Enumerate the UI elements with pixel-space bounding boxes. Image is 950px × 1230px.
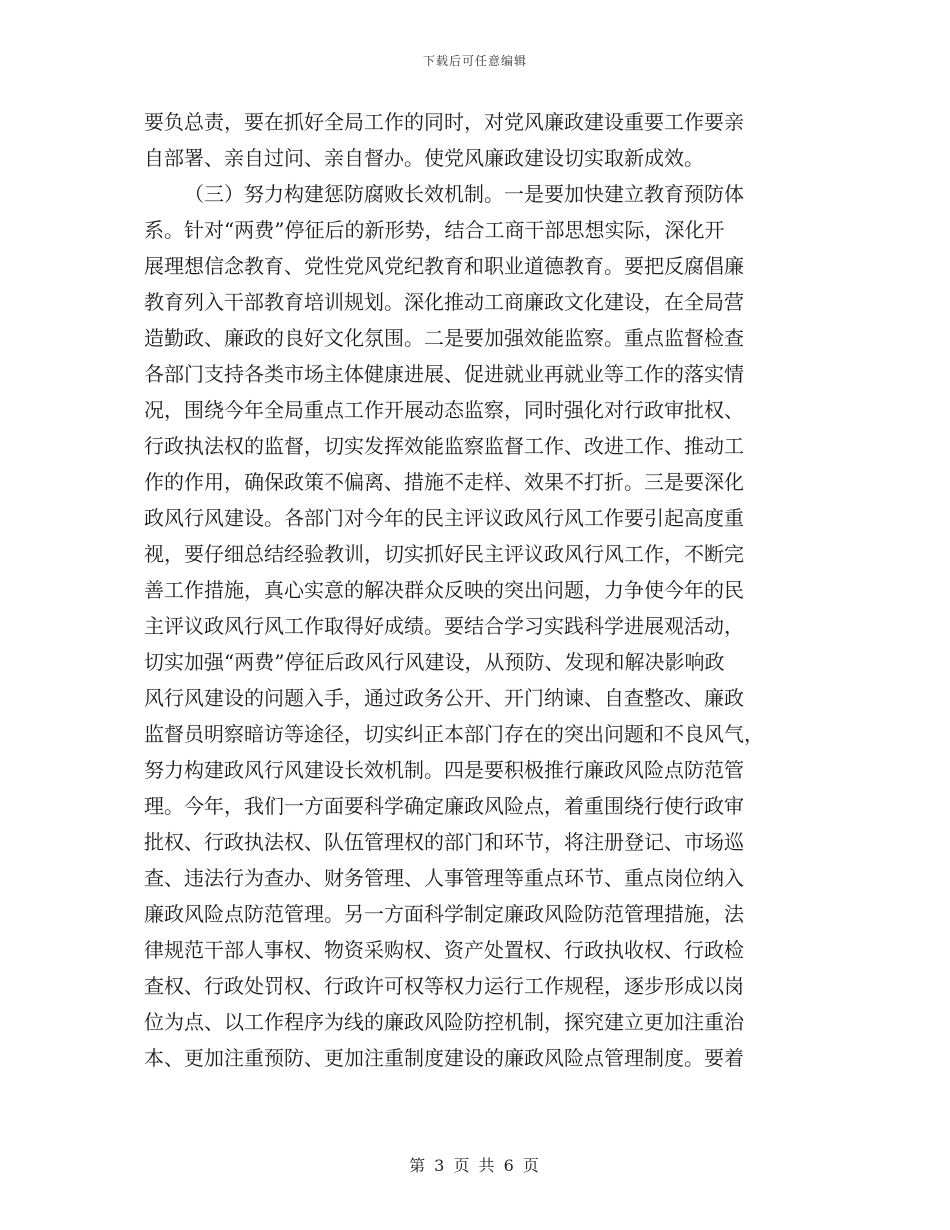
text-line: 况，围绕今年全局重点工作开展动态监察，同时强化对行政审批权、 <box>144 398 744 422</box>
paragraph-start-line: （三）努力构建惩防腐败长效机制。一是要加快建立教育预防体 <box>184 182 744 206</box>
page-number-footer: 第 3 页 共 6 页 <box>409 1156 541 1175</box>
text-line: 批权、行政执法权、队伍管理权的部门和环节，将注册登记、市场巡 <box>144 830 744 854</box>
document-body <box>144 104 806 1076</box>
text-line: 风行风建设的问题入手，通过政务公开、开门纳谏、自查整改、廉政 <box>144 686 744 710</box>
text-line: 造勤政、廉政的良好文化氛围。二是要加强效能监察。重点监督检查 <box>144 326 744 350</box>
text-line: 切实加强“两费”停征后政风行风建设，从预防、发现和解决影响政 <box>144 650 725 674</box>
text-line: 本、更加注重预防、更加注重制度建设的廉政风险点管理制度。要着 <box>144 1046 744 1070</box>
text-line: 位为点、以工作程序为线的廉政风险防控机制，探究建立更加注重治 <box>144 1010 744 1034</box>
text-line: 理。今年，我们一方面要科学确定廉政风险点，着重围绕行使行政审 <box>144 794 744 818</box>
text-line: 视，要仔细总结经验教训，切实抓好民主评议政风行风工作，不断完 <box>144 542 744 566</box>
text-line: 查权、行政处罚权、行政许可权等权力运行工作规程，逐步形成以岗 <box>144 974 744 998</box>
text-line: 查、违法行为查办、财务管理、人事管理等重点环节、重点岗位纳入 <box>144 866 744 890</box>
text-line: 政风行风建设。各部门对今年的民主评议政风行风工作要引起高度重 <box>144 506 744 530</box>
text-line: 自部署、亲自过问、亲自督办。使党风廉政建设切实取新成效。 <box>144 146 704 170</box>
text-line: 要负总责，要在抓好全局工作的同时，对党风廉政建设重要工作要亲 <box>144 110 744 134</box>
text-line: 主评议政风行风工作取得好成绩。要结合学习实践科学进展观活动， <box>144 614 744 638</box>
text-line: 教育列入干部教育培训规划。深化推动工商廉政文化建设，在全局营 <box>144 290 744 314</box>
text-line: 廉政风险点防范管理。另一方面科学制定廉政风险防范管理措施，法 <box>144 902 744 926</box>
text-line: 系。针对“两费”停征后的新形势，结合工商干部思想实际，深化开 <box>144 218 725 242</box>
text-line: 努力构建政风行风建设长效机制。四是要积极推行廉政风险点防范管 <box>144 758 744 782</box>
text-line: 各部门支持各类市场主体健康进展、促进就业再就业等工作的落实情 <box>144 362 744 386</box>
page-header: 下载后可任意编辑 <box>422 54 527 68</box>
text-line: 律规范干部人事权、物资采购权、资产处置权、行政执收权、行政检 <box>144 938 744 962</box>
text-line: 行政执法权的监督，切实发挥效能监察监督工作、改进工作、推动工 <box>144 434 744 458</box>
text-line: 善工作措施，真心实意的解决群众反映的突出问题，力争使今年的民 <box>144 578 744 602</box>
text-line: 作的作用，确保政策不偏离、措施不走样、效果不打折。三是要深化 <box>144 470 744 494</box>
text-line: 监督员明察暗访等途径，切实纠正本部门存在的突出问题和不良风气， <box>144 722 764 746</box>
text-line: 展理想信念教育、党性党风党纪教育和职业道德教育。要把反腐倡廉 <box>144 254 744 278</box>
